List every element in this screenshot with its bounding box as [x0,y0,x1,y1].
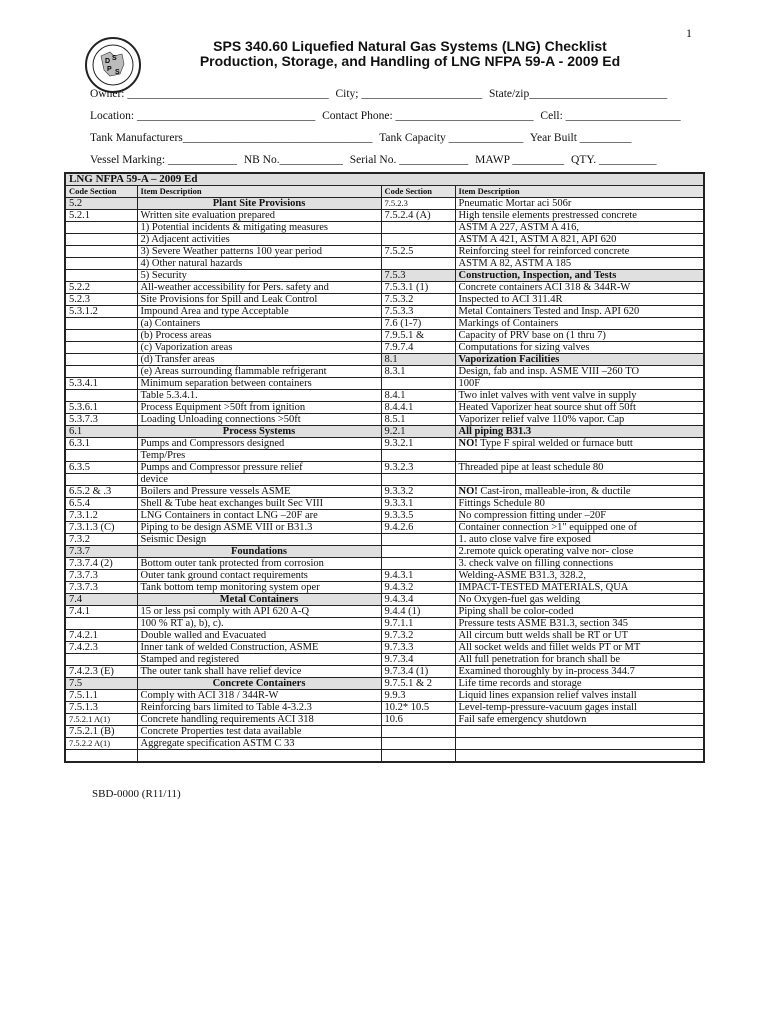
owner-info-fields [90,83,710,171]
table-row [65,498,704,510]
item-description-left: Pumps and Compressors designed [137,438,381,450]
table-row [65,378,704,390]
code-section-right: 9.7.3.4 [381,654,455,666]
code-section-right: 7.6 (1-7) [381,318,455,330]
code-section-right: 9.7.3.2 [381,630,455,642]
form-number: SBD-0000 (R11/11) [92,788,181,800]
code-section-left: 7.3.1.2 [65,510,137,522]
table-row [65,522,704,534]
code-section-right: 9.3.2.1 [381,438,455,450]
qty-field[interactable]: QTY. __________ [571,154,657,166]
code-section-left: 7.4.1 [65,606,137,618]
code-section-left [65,450,137,462]
table-title-row [65,173,704,186]
item-description-right: ASTM A 227, ASTM A 416, [455,222,704,234]
code-section-left: 5.2.1 [65,210,137,222]
code-section-right [381,534,455,546]
item-description-right: No compression fitting under –20F [455,510,704,522]
item-description-left: Reinforcing bars limited to Table 4-3.2.3 [137,702,381,714]
code-section-left: 6.3.1 [65,438,137,450]
code-section-left [65,354,137,366]
item-description-right: IMPACT-TESTED MATERIALS, QUA [455,582,704,594]
item-description-left: 3) Severe Weather patterns 100 year period [137,246,381,258]
item-description-left: device [137,474,381,486]
table-title: LNG NFPA 59-A – 2009 Ed [65,173,704,186]
table-row [65,750,704,762]
code-section-right: 8.5.1 [381,414,455,426]
table-row [65,462,704,474]
code-section-left: 5.3.1.2 [65,306,137,318]
item-description-right: NO! Type F spiral welded or furnace butt [455,438,704,450]
code-section-right: 9.4.3.4 [381,594,455,606]
item-description-left: Inner tank of welded Construction, ASME [137,642,381,654]
item-description-right: Examined thoroughly by in-process 344.7 [455,666,704,678]
item-description-right: Pressure tests ASME B31.3, section 345 [455,618,704,630]
code-section-left [65,258,137,270]
code-section-left [65,654,137,666]
table-row [65,330,704,342]
code-section-right [381,258,455,270]
code-section-right: 8.4.1 [381,390,455,402]
code-section-left [65,474,137,486]
table-row [65,354,704,366]
item-description-left: (c) Vaporization areas [137,342,381,354]
code-section-right: 7.5.2.4 (A) [381,210,455,222]
svg-text:S: S [112,55,117,62]
item-description-left: Loading Unloading connections >50ft [137,414,381,426]
code-section-left [65,342,137,354]
table-row [65,270,704,282]
table-row [65,702,704,714]
code-section-left: 7.5.2.2 A(1) [65,738,137,750]
code-section-right: 7.5.2.5 [381,246,455,258]
item-description-right: All piping B31.3 [455,426,704,438]
item-description-right [455,474,704,486]
item-description-left: LNG Containers in contact LNG –20F are [137,510,381,522]
code-section-right: 9.7.3.4 (1) [381,666,455,678]
table-row [65,390,704,402]
checklist-table [64,172,705,763]
table-row [65,366,704,378]
page-number: 1 [686,26,692,40]
code-section-right: 9.7.5.1 & 2 [381,678,455,690]
code-section-right: 7.9.5.1 & [381,330,455,342]
item-description-left: 4) Other natural hazards [137,258,381,270]
code-section-right: 8.3.1 [381,366,455,378]
item-description-right: 3. check valve on filling connections [455,558,704,570]
code-section-left [65,366,137,378]
table-row [65,234,704,246]
item-description-right: All socket welds and fillet welds PT or MT [455,642,704,654]
table-row [65,642,704,654]
item-description-right [455,450,704,462]
item-description-right: Liquid lines expansion relief valves install [455,690,704,702]
table-row [65,570,704,582]
table-row [65,678,704,690]
item-description-right: Metal Containers Tested and Insp. API 620 [455,306,704,318]
item-description-left: Concrete handling requirements ACI 318 [137,714,381,726]
code-section-right: 7.5.3.2 [381,294,455,306]
field-line-vessel [90,149,710,171]
code-section-left: 5.3.7.3 [65,414,137,426]
item-description-left: 5) Security [137,270,381,282]
col-header-code-section-right: Code Section [381,186,455,198]
code-section-right [381,474,455,486]
item-description-left: Written site evaluation prepared [137,210,381,222]
table-row [65,690,704,702]
item-description-left: Boilers and Pressure vessels ASME [137,486,381,498]
code-section-right: 9.3.3.2 [381,486,455,498]
code-section-left: 7.5.2.1 A(1) [65,714,137,726]
item-description-left: (a) Containers [137,318,381,330]
owner-field[interactable]: Owner: ___________________________________ [90,88,329,100]
table-row [65,258,704,270]
field-line-tank [90,127,710,149]
item-description-right: Fail safe emergency shutdown [455,714,704,726]
item-description-right: Two inlet valves with vent valve in supply [455,390,704,402]
item-description-right: All circum butt welds shall be RT or UT [455,630,704,642]
code-section-left: 6.5.4 [65,498,137,510]
item-description-left: Table 5.3.4.1. [137,390,381,402]
item-description-right: 2.remote quick operating valve nor- close [455,546,704,558]
item-description-left: Stamped and registered [137,654,381,666]
table-row [65,426,704,438]
code-section-left [65,750,137,762]
table-row [65,222,704,234]
no-emphasis: NO! [458,486,478,497]
item-description-right: Fittings Schedule 80 [455,498,704,510]
code-section-right: 7.9.7.4 [381,342,455,354]
item-description-right: Heated Vaporizer heat source shut off 50ft [455,402,704,414]
code-section-right: 7.5.3.3 [381,306,455,318]
item-description-left: Seismic Design [137,534,381,546]
item-description-right: Reinforcing steel for reinforced concrete [455,246,704,258]
item-description-left: Concrete Properties test data available [137,726,381,738]
item-description-left: 100 % RT a), b), c). [137,618,381,630]
no-emphasis: NO! [458,438,478,449]
table-row [65,714,704,726]
cell-field[interactable]: Cell: ____________________ [540,110,681,122]
code-section-left [65,330,137,342]
table-row [65,666,704,678]
item-description-left: The outer tank shall have relief device [137,666,381,678]
code-section-left: 7.5.1.3 [65,702,137,714]
code-section-right: 9.2.1 [381,426,455,438]
item-description-right: Pneumatic Mortar aci 506r [455,198,704,210]
code-section-left: 5.3.6.1 [65,402,137,414]
item-description-right: 100F [455,378,704,390]
code-section-right [381,546,455,558]
code-section-right: 10.6 [381,714,455,726]
code-section-left: 7.3.7.3 [65,570,137,582]
code-section-right: 7.5.3.1 (1) [381,282,455,294]
code-section-right: 9.7.3.3 [381,642,455,654]
item-description-left: Metal Containers [137,594,381,606]
item-description-right: NO! Cast-iron, malleable-iron, & ductile [455,486,704,498]
item-description-left: Tank bottom temp monitoring system oper [137,582,381,594]
code-section-right [381,450,455,462]
contact-phone-field[interactable]: Contact Phone: ________________________ [322,110,534,122]
item-description-left: Temp/Pres [137,450,381,462]
table-row [65,594,704,606]
code-section-left: 7.3.7.4 (2) [65,558,137,570]
item-description-left [137,750,381,762]
table-row [65,534,704,546]
field-line-location [90,105,710,127]
tank-capacity-field[interactable]: Tank Capacity _____________ [379,132,524,144]
code-section-right: 9.4.3.1 [381,570,455,582]
item-description-right [455,726,704,738]
table-row [65,210,704,222]
code-section-right [381,234,455,246]
item-description-left: Site Provisions for Spill and Leak Control [137,294,381,306]
code-section-right [381,222,455,234]
code-section-left: 7.3.7.3 [65,582,137,594]
code-section-left: 7.3.7 [65,546,137,558]
code-section-right: 9.4.3.2 [381,582,455,594]
item-description-left: 1) Potential incidents & mitigating measures [137,222,381,234]
table-row [65,414,704,426]
item-description-right: Concrete containers ACI 318 & 344R-W [455,282,704,294]
code-section-left [65,270,137,282]
table-row [65,546,704,558]
table-row [65,318,704,330]
code-section-left: 5.2.3 [65,294,137,306]
item-description-right: Inspected to ACI 311.4R [455,294,704,306]
item-description-left: Double walled and Evacuated [137,630,381,642]
table-row [65,246,704,258]
item-description-right: Vaporizer relief valve 110% vapor. Cap [455,414,704,426]
code-section-left: 6.1 [65,426,137,438]
item-description-left: Pumps and Compressor pressure relief [137,462,381,474]
item-description-right: Life time records and storage [455,678,704,690]
item-description-right: Markings of Containers [455,318,704,330]
table-row [65,342,704,354]
table-row [65,306,704,318]
table-row [65,726,704,738]
col-header-item-description-right: Item Description [455,186,704,198]
table-row [65,282,704,294]
code-section-right: 7.5.2.3 [381,198,455,210]
item-description-left: Foundations [137,546,381,558]
item-description-right: ASTM A 82, ASTM A 185 [455,258,704,270]
table-row [65,438,704,450]
code-section-right: 7.5.3 [381,270,455,282]
code-section-left: 7.5 [65,678,137,690]
svg-text:S: S [115,69,120,76]
location-field[interactable]: Location: _______________________________ [90,110,316,122]
table-row [65,294,704,306]
city-field[interactable]: City; _____________________ [335,88,483,100]
item-description-right: Piping shall be color-coded [455,606,704,618]
table-row [65,486,704,498]
code-section-right [381,726,455,738]
item-description-left: Process Equipment >50ft from ignition [137,402,381,414]
item-description-left: 2) Adjacent activities [137,234,381,246]
serial-no-field[interactable]: Serial No. ____________ [349,154,469,166]
item-description-left: (b) Process areas [137,330,381,342]
code-section-right: 9.9.3 [381,690,455,702]
table-row [65,654,704,666]
title-line-2: Production, Storage, and Handling of LNG NFPA 59-A - 2009 Ed [199,53,621,69]
code-section-right [381,558,455,570]
item-description-right: High tensile elements prestressed concrete [455,210,704,222]
code-section-left: 6.3.5 [65,462,137,474]
code-section-left: 7.5.2.1 (B) [65,726,137,738]
nb-no-field[interactable]: NB No.___________ [243,154,343,166]
code-section-right [381,738,455,750]
item-description-left: Aggregate specification ASTM C 33 [137,738,381,750]
svg-text:D: D [105,58,111,65]
year-built-field[interactable]: Year Built _________ [529,132,632,144]
item-description-left: (e) Areas surrounding flammable refrigerant [137,366,381,378]
code-section-right: 9.7.1.1 [381,618,455,630]
table-row [65,402,704,414]
table-row [65,630,704,642]
title-line-1: SPS 340.60 Liquefied Natural Gas Systems (LNG) Checklist [213,38,607,54]
item-description-left: Bottom outer tank protected from corrosion [137,558,381,570]
item-description-left: Piping to be design ASME VIII or B31.3 [137,522,381,534]
col-header-item-description-left: Item Description [137,186,381,198]
code-section-left [65,246,137,258]
code-section-right: 9.3.2.3 [381,462,455,474]
item-description-right: No Oxygen-fuel gas welding [455,594,704,606]
code-section-right: 9.4.4 (1) [381,606,455,618]
code-section-left: 5.2 [65,198,137,210]
item-description-left: (d) Transfer areas [137,354,381,366]
item-description-right: Threaded pipe at least schedule 80 [455,462,704,474]
table-row [65,510,704,522]
code-section-left: 7.4.2.3 [65,642,137,654]
item-description-left: Process Systems [137,426,381,438]
item-description-left: Comply with ACI 318 / 344R-W [137,690,381,702]
code-section-left [65,390,137,402]
item-description-right: Computations for sizing valves [455,342,704,354]
table-header-row [65,186,704,198]
code-section-left: 5.2.2 [65,282,137,294]
item-description-left: Plant Site Provisions [137,198,381,210]
code-section-left: 7.5.1.1 [65,690,137,702]
code-section-left [65,318,137,330]
tank-manufacturers-field[interactable]: Tank Manufacturers_________________________________ [90,132,373,144]
table-row [65,474,704,486]
code-section-right [381,750,455,762]
document-title [150,39,670,69]
mawp-field[interactable]: MAWP _________ [475,154,565,166]
item-description-right: All full penetration for branch shall be [455,654,704,666]
code-section-right: 9.3.3.1 [381,498,455,510]
item-description-right: 1. auto close valve fire exposed [455,534,704,546]
code-section-left: 7.4.2.3 (E) [65,666,137,678]
item-description-left: Concrete Containers [137,678,381,690]
code-section-left: 7.4 [65,594,137,606]
code-section-left [65,618,137,630]
table-row [65,738,704,750]
item-description-right: ASTM A 421, ASTM A 821, API 620 [455,234,704,246]
item-description-left: Outer tank ground contact requirements [137,570,381,582]
item-description-right: Container connection >1" equipped one of [455,522,704,534]
table-row [65,618,704,630]
item-description-left: Impound Area and type Acceptable [137,306,381,318]
item-description-right: Capacity of PRV base on (1 thru 7) [455,330,704,342]
code-section-right [381,378,455,390]
code-section-right: 9.3.3.5 [381,510,455,522]
code-section-right: 8.1 [381,354,455,366]
code-section-left: 7.4.2.1 [65,630,137,642]
col-header-code-section-left: Code Section [65,186,137,198]
item-description-left: Shell & Tube heat exchanges built Sec VIII [137,498,381,510]
code-section-left [65,222,137,234]
state-zip-field[interactable]: State/zip________________________ [489,88,668,100]
table-row [65,606,704,618]
table-row [65,558,704,570]
item-description-right: Design, fab and insp. ASME VIII –260 TO [455,366,704,378]
code-section-left: 7.3.2 [65,534,137,546]
svg-text:P: P [107,66,112,73]
item-description-left: Minimum separation between containers [137,378,381,390]
item-description-right [455,738,704,750]
code-section-right: 9.4.2.6 [381,522,455,534]
field-line-owner [90,83,710,105]
table-row [65,198,704,210]
vessel-marking-field[interactable]: Vessel Marking: ____________ [90,154,237,166]
item-description-left: All-weather accessibility for Pers. safety and [137,282,381,294]
code-section-left: 7.3.1.3 (C) [65,522,137,534]
item-description-right: Vaporization Facilities [455,354,704,366]
item-description-right [455,750,704,762]
item-description-right: Welding-ASME B31.3, 328.2, [455,570,704,582]
item-description-left: 15 or less psi comply with API 620 A-Q [137,606,381,618]
code-section-right: 10.2* 10.5 [381,702,455,714]
code-section-left [65,234,137,246]
item-description-right: Level-temp-pressure-vacuum gages install [455,702,704,714]
table-row [65,582,704,594]
table-row [65,450,704,462]
code-section-right: 8.4.4.1 [381,402,455,414]
code-section-left: 6.5.2 & .3 [65,486,137,498]
code-section-left: 5.3.4.1 [65,378,137,390]
item-description-right: Construction, Inspection, and Tests [455,270,704,282]
